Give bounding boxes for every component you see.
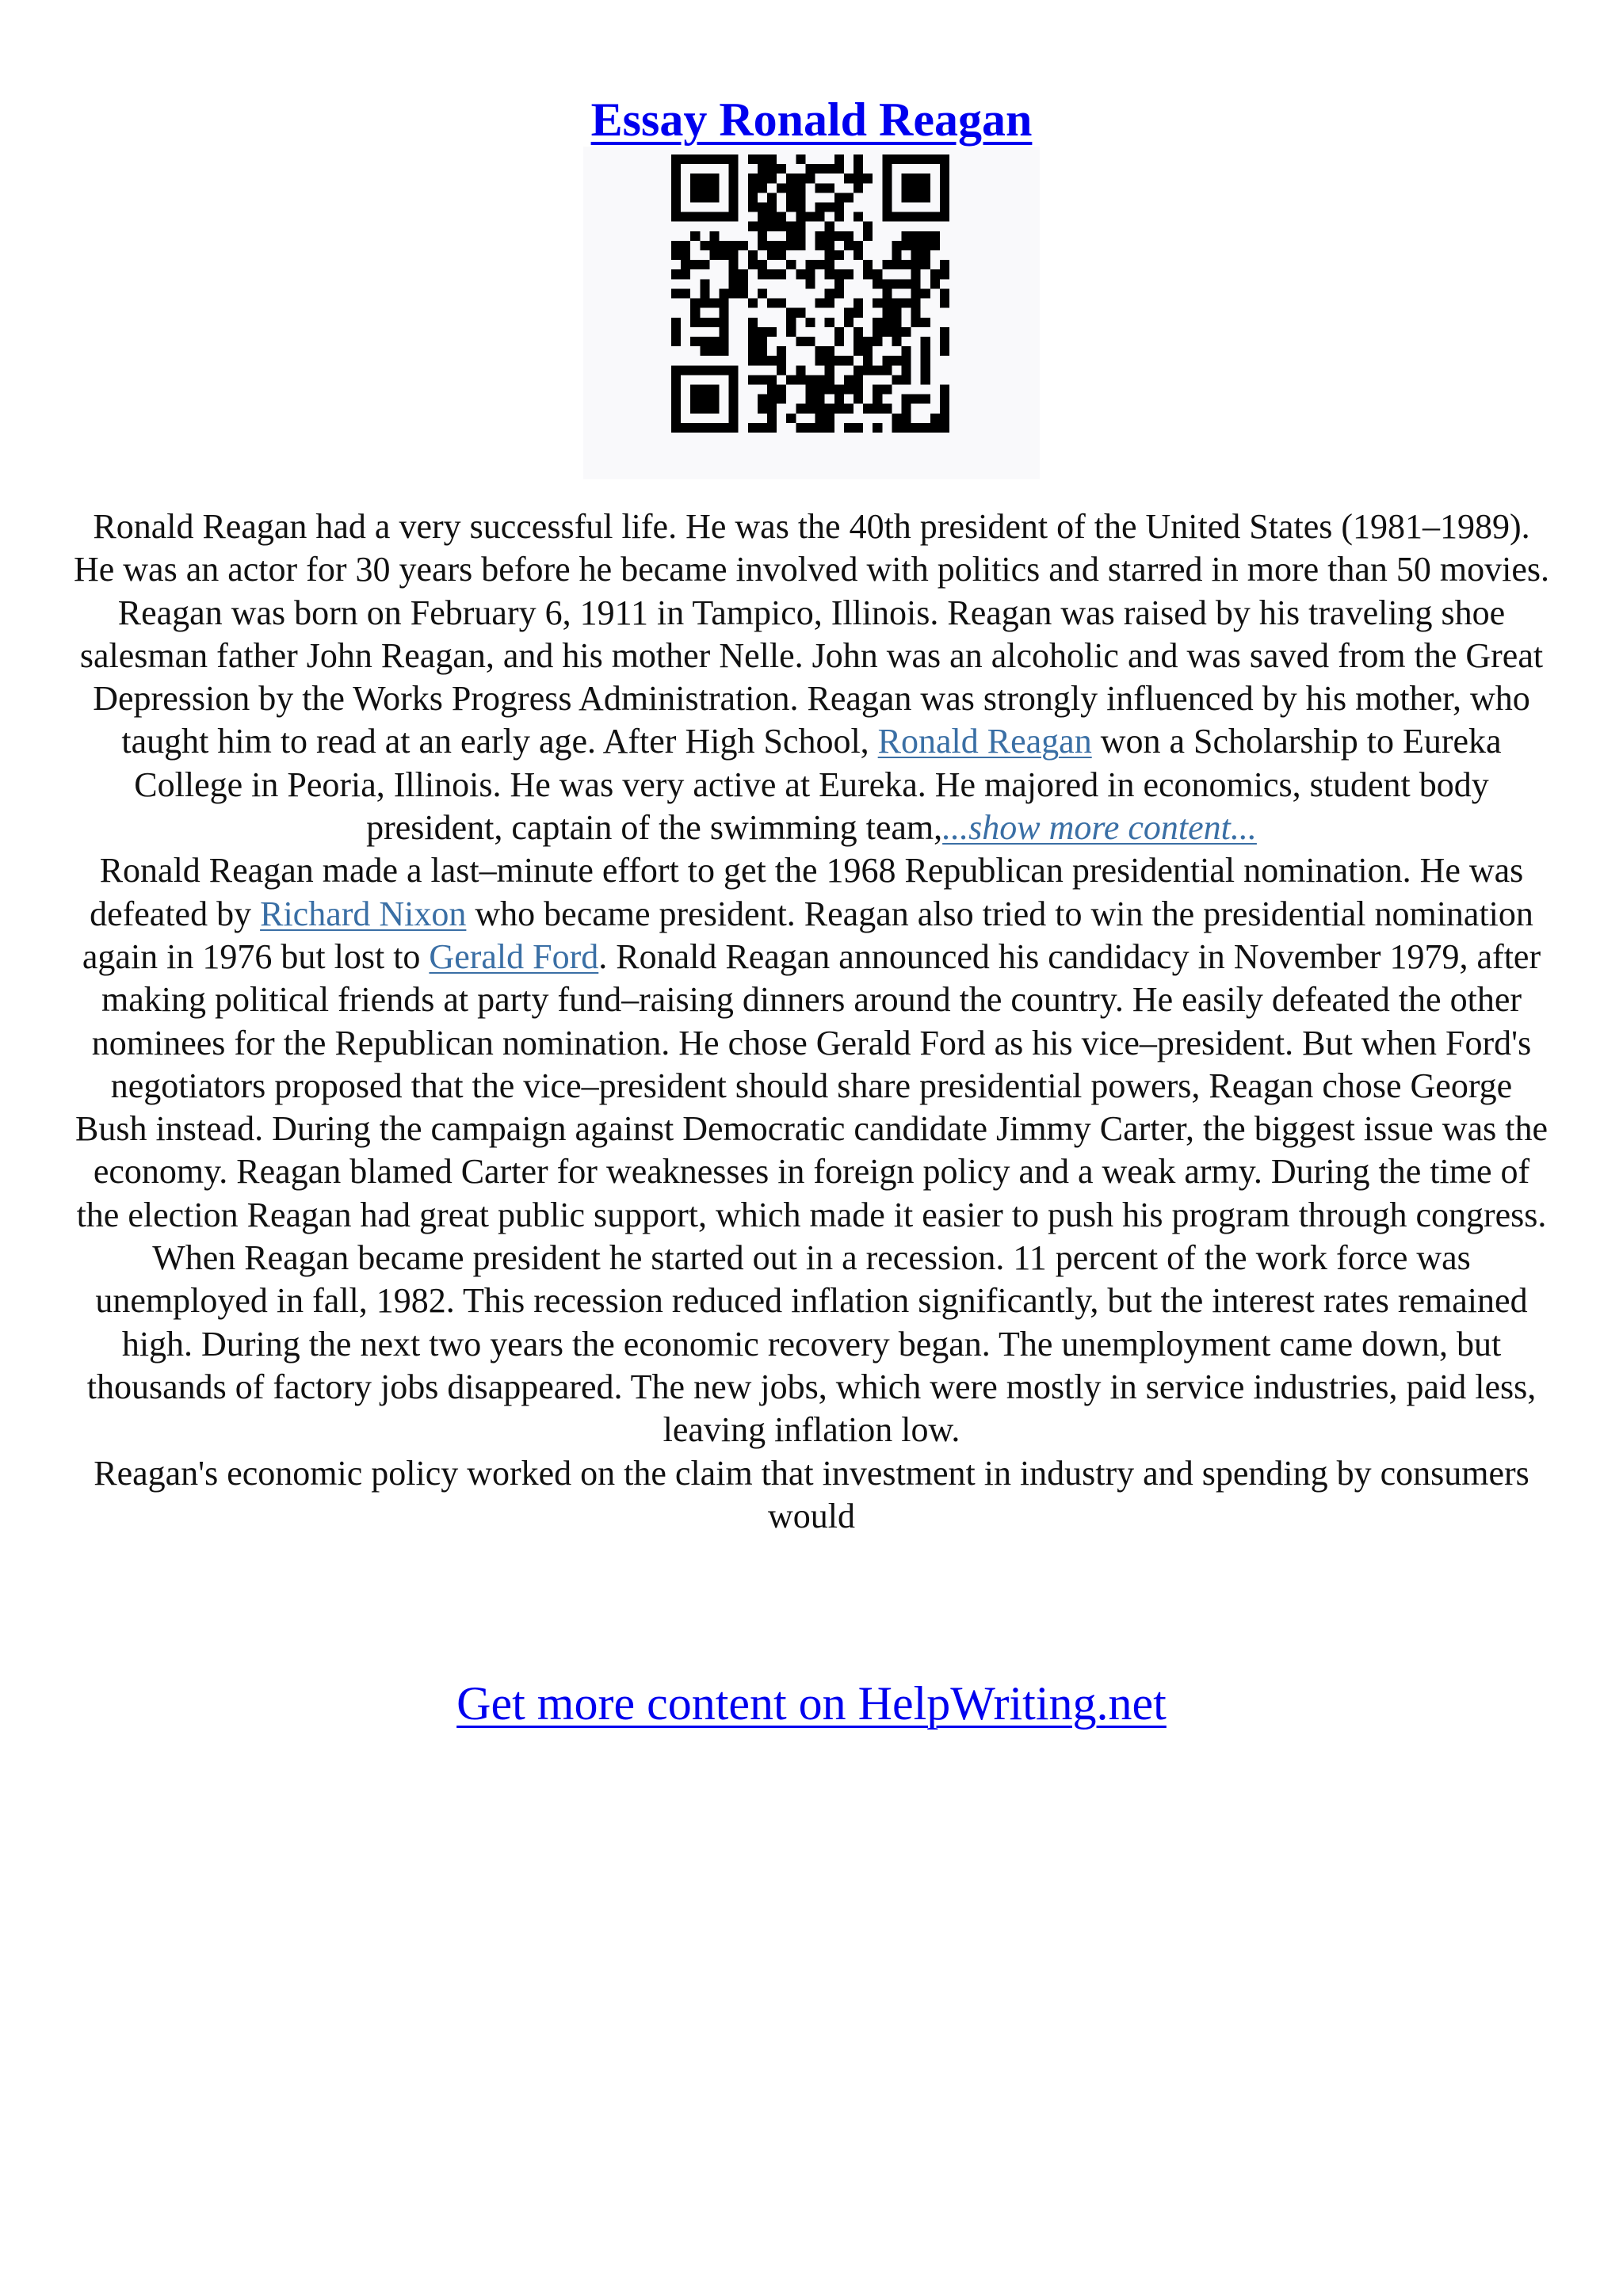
qr-code-icon <box>671 154 949 433</box>
qr-code-panel <box>583 147 1040 479</box>
get-more-content-link[interactable]: Get more content on HelpWriting.net <box>456 1677 1167 1730</box>
paragraph-2 <box>71 849 1552 1237</box>
paragraph-1-text-a: Ronald Reagan had a very successful life. He was the 40th president of the United States (1981–1989). He was an actor for 30 years before he became involved with politics and starred in more than 50 movies. Reagan was born on February 6, 1911 in Tampico, Illinois. Reagan was raised by his traveling shoe salesman father John Reagan, and his mother Nelle. John was an alcoholic and was saved from the Great Depression by the Works Progress Administration. Reagan was strongly influenced by his mother, who taught him to read at an early age. After High School, <box>73 507 1550 761</box>
paragraph-3: When Reagan became president he started out in a recession. 11 percent of the work force was unemployed in fall, 1982. This recession reduced inflation significantly, but the interest rates remained high. During the next two years the economic recovery began. The unemployment came down, but thousands of factory jobs disappeared. The new jobs, which were mostly in service industries, paid less, leaving inflation low. <box>86 1238 1537 1450</box>
essay-body <box>71 505 1552 1538</box>
link-gerald-ford[interactable]: Gerald Ford <box>429 936 599 976</box>
paragraph-2-text-a: Ronald Reagan made a last–minute effort to get the 1968 Republican presidential nomination. He was defeated by <box>90 851 1524 933</box>
paragraph-1-text-b: won a Scholarship to Eureka College in Peoria, Illinois. He was very active at Eureka. He majored in economics, student body president, captain of the swimming team, <box>134 722 1502 848</box>
paragraph-1 <box>71 505 1552 849</box>
link-ronald-reagan[interactable]: Ronald Reagan <box>877 722 1092 761</box>
paragraph-2-text-b: who became president. Reagan also tried to win the presidential nomination again in 1976 but lost to <box>82 894 1533 976</box>
paragraph-2-text-c: . Ronald Reagan announced his candidacy in November 1979, after making political friends at party fund–raising dinners around the country. He easily defeated the other nominees for the Republican nomination. He chose Gerald Ford as his vice–president. But when Ford's negotiators proposed that the vice–president should share presidential powers, Reagan chose George Bush instead. During the campaign against Democratic candidate Jimmy Carter, the biggest issue was the economy. Reagan blamed Carter for weaknesses in foreign policy and a weak army. During the time of the election Reagan had great public support, which made it easier to push his program through congress. <box>75 936 1548 1234</box>
paragraph-4: Reagan's economic policy worked on the claim that investment in industry and spending by consumers would <box>94 1453 1529 1535</box>
link-richard-nixon[interactable]: Richard Nixon <box>260 894 467 933</box>
show-more-link[interactable]: ...show more content... <box>942 808 1257 848</box>
page-title <box>0 90 1623 149</box>
title-link[interactable]: Essay Ronald Reagan <box>590 93 1033 147</box>
get-more-content-banner <box>0 1669 1623 1737</box>
